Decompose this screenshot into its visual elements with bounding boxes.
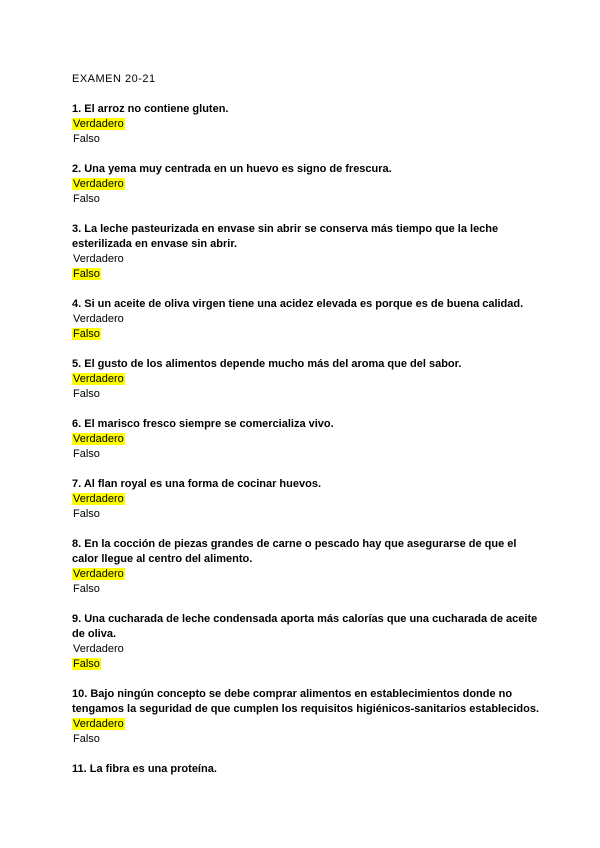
answer-option-falso: [72, 582, 542, 597]
question-text: 9. Una cucharada de leche condensada aporta más calorías que una cucharada de aceite de oliva.: [72, 613, 538, 640]
question-block: [72, 102, 542, 147]
answer-option-verdadero: [72, 492, 542, 507]
question-text: 10. Bajo ningún concepto se debe comprar alimentos en establecimientos donde no tengamos la seguridad de que cumplen los requisitos higiénicos-sanitarios establecidos.: [72, 688, 540, 715]
question-list: [72, 102, 542, 777]
question-block: [72, 537, 542, 597]
answer-option-label: Verdadero: [73, 568, 124, 580]
answer-option-label: Falso: [73, 328, 100, 340]
question-text: 4. Si un aceite de oliva virgen tiene una acidez elevada es porque es de buena calidad.: [72, 298, 524, 310]
answer-option-label: Verdadero: [73, 118, 124, 130]
question-block: [72, 417, 542, 462]
answer-option-verdadero: [72, 312, 542, 327]
answer-option-falso: [72, 732, 542, 747]
answer-option-falso: [72, 657, 542, 672]
answer-option-verdadero: [72, 117, 542, 132]
answer-option-verdadero: [72, 642, 542, 657]
question-text: 7. Al flan royal es una forma de cocinar huevos.: [72, 478, 322, 490]
answer-option-label: Falso: [73, 733, 100, 745]
answer-option-verdadero: [72, 177, 542, 192]
question-text: 6. El marisco fresco siempre se comercializa vivo.: [72, 418, 334, 430]
answer-option-verdadero: [72, 372, 542, 387]
answer-option-falso: [72, 132, 542, 147]
answer-option-label: Verdadero: [73, 253, 124, 265]
question-block: [72, 357, 542, 402]
question-block: [72, 222, 542, 282]
answer-option-falso: [72, 327, 542, 342]
answer-option-label: Falso: [73, 658, 100, 670]
question-block: [72, 612, 542, 672]
question-block: [72, 762, 542, 777]
answer-option-label: Falso: [73, 268, 100, 280]
answer-option-verdadero: [72, 717, 542, 732]
answer-option-verdadero: [72, 252, 542, 267]
exam-page: [72, 72, 542, 792]
question-text: 2. Una yema muy centrada en un huevo es signo de frescura.: [72, 163, 392, 175]
answer-option-verdadero: [72, 432, 542, 447]
question-text: 5. El gusto de los alimentos depende mucho más del aroma que del sabor.: [72, 358, 462, 370]
answer-option-verdadero: [72, 567, 542, 582]
answer-option-label: Falso: [73, 508, 100, 520]
question-text: 3. La leche pasteurizada en envase sin abrir se conserva más tiempo que la leche esterilizada en envase sin abrir.: [72, 223, 499, 250]
answer-option-label: Falso: [73, 193, 100, 205]
exam-title: EXAMEN 20-21: [72, 73, 156, 85]
answer-option-falso: [72, 267, 542, 282]
answer-option-label: Verdadero: [73, 718, 124, 730]
question-block: [72, 477, 542, 522]
question-text: 11. La fibra es una proteína.: [72, 763, 217, 775]
answer-option-label: Verdadero: [73, 433, 124, 445]
question-block: [72, 162, 542, 207]
question-block: [72, 297, 542, 342]
answer-option-falso: [72, 387, 542, 402]
question-block: [72, 687, 542, 747]
answer-option-label: Verdadero: [73, 373, 124, 385]
answer-option-falso: [72, 507, 542, 522]
answer-option-label: Falso: [73, 133, 100, 145]
answer-option-label: Falso: [73, 388, 100, 400]
answer-option-falso: [72, 192, 542, 207]
question-text: 8. En la cocción de piezas grandes de carne o pescado hay que asegurarse de que el calor llegue al centro del alimento.: [72, 538, 517, 565]
answer-option-label: Verdadero: [73, 178, 124, 190]
answer-option-label: Falso: [73, 448, 100, 460]
question-text: 1. El arroz no contiene gluten.: [72, 103, 229, 115]
answer-option-label: Falso: [73, 583, 100, 595]
answer-option-label: Verdadero: [73, 313, 124, 325]
answer-option-label: Verdadero: [73, 493, 124, 505]
answer-option-label: Verdadero: [73, 643, 124, 655]
answer-option-falso: [72, 447, 542, 462]
